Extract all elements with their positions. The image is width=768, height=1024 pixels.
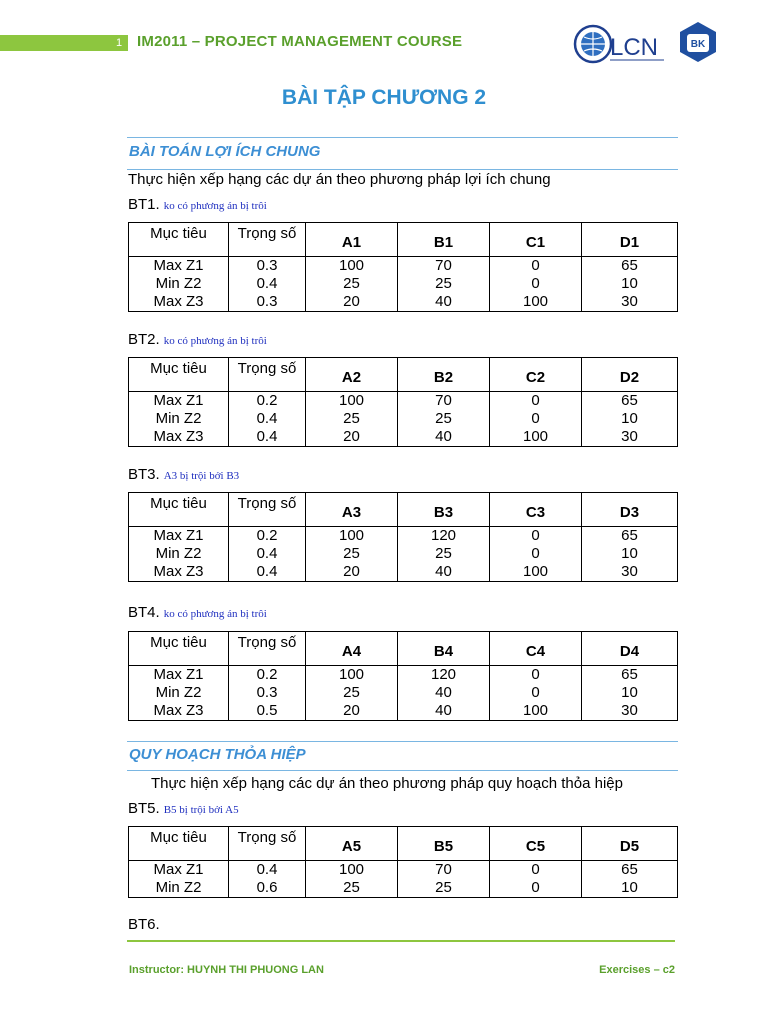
table-cell: 20 [306, 702, 398, 721]
exercise-note: ko có phương án bị trôi [163, 200, 267, 212]
header-project: B5 [398, 827, 490, 861]
table-cell: 0.4 [229, 861, 306, 880]
table-cell: Min Z2 [129, 684, 229, 702]
table-cell: 40 [398, 684, 490, 702]
table-cell: 100 [306, 527, 398, 546]
table-row [129, 527, 678, 546]
exercise-table [128, 222, 678, 312]
section1-intro: Thực hiện xếp hạng các dự án theo phương pháp lợi ích chung [128, 171, 551, 188]
header-weight: Trọng số [229, 827, 306, 861]
table-cell: 30 [582, 563, 678, 582]
table-row [129, 410, 678, 428]
table-cell: 0 [490, 684, 582, 702]
table-cell: 120 [398, 527, 490, 546]
table-cell: 0 [490, 257, 582, 276]
table-cell: 0.6 [229, 879, 306, 898]
header-project: A2 [306, 358, 398, 392]
table-cell: 30 [582, 428, 678, 447]
exercise-label [128, 604, 267, 621]
header-project: C5 [490, 827, 582, 861]
table-row [129, 861, 678, 880]
table-cell: 100 [306, 666, 398, 685]
table-cell: 0.4 [229, 563, 306, 582]
table-cell: 100 [306, 861, 398, 880]
table-cell: Max Z1 [129, 861, 229, 880]
header-goal: Mục tiêu [129, 358, 229, 392]
bk-logo-text: BK [690, 39, 706, 50]
table-row [129, 666, 678, 685]
header-weight: Trọng số [229, 632, 306, 666]
exercise-table [128, 826, 678, 898]
table-cell: 70 [398, 392, 490, 411]
table-cell: 10 [582, 684, 678, 702]
table-cell: 25 [306, 275, 398, 293]
table-cell: 0 [490, 545, 582, 563]
table-cell: Max Z1 [129, 666, 229, 685]
header-weight: Trọng số [229, 223, 306, 257]
table-cell: Max Z3 [129, 702, 229, 721]
bt6-label: BT6. [128, 916, 160, 933]
header-weight: Trọng số [229, 493, 306, 527]
table-header-row [129, 358, 678, 392]
table-cell: Max Z1 [129, 392, 229, 411]
table-row [129, 428, 678, 447]
table-cell: Min Z2 [129, 879, 229, 898]
section1-rule-top [127, 137, 678, 138]
table-cell: 25 [398, 410, 490, 428]
table-cell: 0.5 [229, 702, 306, 721]
exercise-label [128, 331, 267, 348]
table-row [129, 257, 678, 276]
lcn-logo [572, 22, 670, 68]
table-cell: 0 [490, 527, 582, 546]
table-cell: Max Z3 [129, 293, 229, 312]
section2-rule-top [127, 741, 678, 742]
table-cell: 20 [306, 428, 398, 447]
table-cell: 100 [306, 392, 398, 411]
header-project: B4 [398, 632, 490, 666]
table-cell: 65 [582, 257, 678, 276]
table-cell: 40 [398, 428, 490, 447]
table-cell: 10 [582, 545, 678, 563]
table-cell: 40 [398, 563, 490, 582]
table-row [129, 275, 678, 293]
table-row [129, 684, 678, 702]
table-row [129, 879, 678, 898]
table-cell: 20 [306, 293, 398, 312]
section2-rule-bottom [127, 770, 678, 771]
page-title: BÀI TẬP CHƯƠNG 2 [281, 86, 487, 109]
header-project: C4 [490, 632, 582, 666]
table-cell: 0.2 [229, 527, 306, 546]
table-cell: 65 [582, 527, 678, 546]
header-accent-bar [0, 35, 128, 51]
table-cell: Min Z2 [129, 410, 229, 428]
table-cell: 0 [490, 879, 582, 898]
table-cell: 25 [398, 879, 490, 898]
table-cell: 40 [398, 702, 490, 721]
table-header-row [129, 493, 678, 527]
exercise-number: BT2. [128, 331, 160, 348]
header-project: D1 [582, 223, 678, 257]
exercise-note: ko có phương án bị trôi [163, 608, 267, 620]
footer-rule [127, 940, 675, 942]
header-project: B3 [398, 493, 490, 527]
exercise-note: A3 bị trội bởi B3 [163, 470, 240, 482]
table-cell: 100 [490, 702, 582, 721]
table-cell: 25 [398, 545, 490, 563]
table-cell: 10 [582, 410, 678, 428]
course-title: IM2011 – PROJECT MANAGEMENT COURSE [137, 33, 463, 50]
table-cell: 10 [582, 275, 678, 293]
table-cell: 0.4 [229, 410, 306, 428]
table-row [129, 563, 678, 582]
table-cell: 100 [490, 428, 582, 447]
table-header-row [129, 827, 678, 861]
footer-page-label: Exercises – c2 [599, 964, 675, 976]
table-cell: 20 [306, 563, 398, 582]
header-project: A5 [306, 827, 398, 861]
header-goal: Mục tiêu [129, 827, 229, 861]
table-cell: 25 [306, 545, 398, 563]
table-cell: Max Z3 [129, 563, 229, 582]
table-cell: 100 [306, 257, 398, 276]
table-cell: Min Z2 [129, 545, 229, 563]
exercise-note: B5 bị trội bởi A5 [163, 804, 239, 816]
table-cell: 0.4 [229, 428, 306, 447]
table-row [129, 293, 678, 312]
header-project: C3 [490, 493, 582, 527]
table-cell: 0 [490, 275, 582, 293]
table-cell: 0 [490, 392, 582, 411]
table-cell: Max Z1 [129, 257, 229, 276]
table-cell: Min Z2 [129, 275, 229, 293]
lcn-logo-text: LCN [610, 34, 659, 61]
table-cell: 30 [582, 293, 678, 312]
header-goal: Mục tiêu [129, 632, 229, 666]
exercise-label [128, 196, 267, 213]
exercise-number: BT1. [128, 196, 160, 213]
table-cell: 65 [582, 392, 678, 411]
table-cell: 120 [398, 666, 490, 685]
exercise-table [128, 631, 678, 721]
table-cell: 25 [306, 684, 398, 702]
header-goal: Mục tiêu [129, 493, 229, 527]
section1-rule-bottom [127, 169, 678, 170]
header-project: B1 [398, 223, 490, 257]
table-cell: 65 [582, 666, 678, 685]
exercise-number: BT3. [128, 466, 160, 483]
table-cell: Max Z3 [129, 428, 229, 447]
table-cell: 30 [582, 702, 678, 721]
header-weight: Trọng số [229, 358, 306, 392]
table-cell: 10 [582, 879, 678, 898]
header-project: B2 [398, 358, 490, 392]
table-cell: 0.2 [229, 392, 306, 411]
exercise-note: ko có phương án bị trôi [163, 335, 267, 347]
table-cell: 65 [582, 861, 678, 880]
table-cell: 0.3 [229, 684, 306, 702]
table-cell: 0 [490, 666, 582, 685]
header-project: D5 [582, 827, 678, 861]
header-project: A3 [306, 493, 398, 527]
table-cell: 100 [490, 293, 582, 312]
table-cell: 0.4 [229, 275, 306, 293]
table-cell: 0 [490, 861, 582, 880]
table-cell: 0.4 [229, 545, 306, 563]
table-cell: 40 [398, 293, 490, 312]
header-project: C1 [490, 223, 582, 257]
table-row [129, 392, 678, 411]
page-number: 1 [115, 37, 123, 49]
table-cell: 100 [490, 563, 582, 582]
table-cell: 0.3 [229, 257, 306, 276]
exercise-label [128, 466, 239, 483]
table-cell: Max Z1 [129, 527, 229, 546]
header-project: A1 [306, 223, 398, 257]
table-row [129, 702, 678, 721]
table-header-row [129, 632, 678, 666]
header-project: C2 [490, 358, 582, 392]
header-project: A4 [306, 632, 398, 666]
table-cell: 70 [398, 257, 490, 276]
table-cell: 25 [306, 879, 398, 898]
table-cell: 0.2 [229, 666, 306, 685]
exercise-number: BT4. [128, 604, 160, 621]
section2-intro: Thực hiện xếp hạng các dự án theo phương pháp quy hoạch thỏa hiệp [151, 775, 623, 792]
section2-title: QUY HOẠCH THỎA HIỆP [129, 746, 306, 763]
exercise-table [128, 492, 678, 582]
table-cell: 0 [490, 410, 582, 428]
table-cell: 25 [398, 275, 490, 293]
exercise-table [128, 357, 678, 447]
table-cell: 70 [398, 861, 490, 880]
footer-instructor: Instructor: HUYNH THI PHUONG LAN [129, 964, 324, 976]
header-project: D4 [582, 632, 678, 666]
section1-title: BÀI TOÁN LỢI ÍCH CHUNG [129, 143, 321, 160]
header-goal: Mục tiêu [129, 223, 229, 257]
table-row [129, 545, 678, 563]
header-project: D3 [582, 493, 678, 527]
exercise-number: BT5. [128, 800, 160, 817]
table-header-row [129, 223, 678, 257]
exercise-label [128, 800, 239, 817]
table-cell: 25 [306, 410, 398, 428]
bk-logo [676, 20, 720, 64]
header-project: D2 [582, 358, 678, 392]
table-cell: 0.3 [229, 293, 306, 312]
